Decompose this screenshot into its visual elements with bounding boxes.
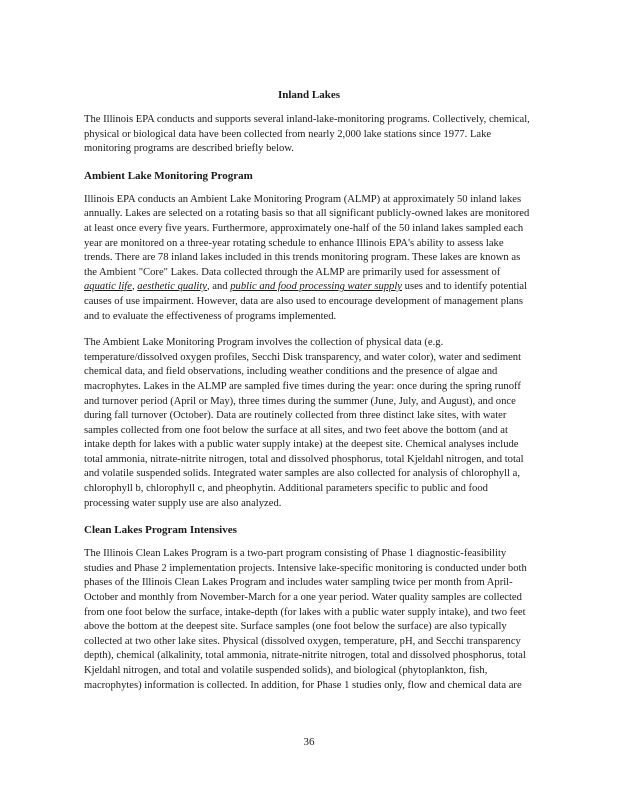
separator-1: ,: [131, 281, 138, 293]
aquatic-life-link[interactable]: aquatic life: [84, 281, 132, 293]
intro-paragraph: The Illinois EPA conducts and supports several inland-lake-monitoring programs. Collectively, chemical, physical or biological data have been collected from nearly 2,000 lake stations since 1977. Lake monitoring programs are described briefly below.: [84, 114, 530, 155]
aesthetic-quality-link[interactable]: aesthetic quality: [137, 281, 207, 293]
clean-lakes-paragraph-1: The Illinois Clean Lakes Program is a two-part program consisting of Phase 1 diagnostic-feasibility studies and Phase 2 implementation projects. Intensive lake-specific monitoring is conducted under both phases of the Illinois Clean Lakes Program and includes water sampling twice per month from April-October and monthly from November-March for a one year period. Water quality samples are collected from one foot below the surface, intake-depth (for lakes with a public water supply intake), and two feet above the bottom at the deepest site. Surface samples (one foot below the surface) are also typically collected at two other lake sites. Physical (dissolved oxygen, temperature, pH, and Secchi transparency depth), chemical (alkalinity, total ammonia, nitrate-nitrite nitrogen, total and dissolved phosphorus, total Kjeldahl nitrogen, and total and volatile suspended solids), and biological (phytoplankton, fish, macrophytes) information is collected. In addition, for Phase 1 studies only, flow and chemical data are: [84, 548, 527, 691]
ambient-paragraph-1-text: Illinois EPA conducts an Ambient Lake Monitoring Program (ALMP) at approximately 50 inland lakes annually. Lakes are selected on a rotating basis so that all significant publicly-owned lakes are monitored at least once every five years. Furthermore, approximately one-half of the 50 inland lakes sampled each year are monitored on a three-year rotating schedule to enhance Illinois EPA's ability to assess lake trends. There are 78 inland lakes included in this trends monitoring program. These lakes are known as the Ambient "Core" Lakes. Data collected through the ALMP are primarily used for assessment of: [84, 193, 530, 278]
water-supply-link[interactable]: public and food processing water supply: [230, 281, 402, 293]
separator-2: , and: [207, 281, 231, 293]
section-heading-clean-lakes: Clean Lakes Program Intensives: [84, 524, 237, 537]
document-page: [84, 88, 534, 705]
section-heading-ambient-lake-monitoring: Ambient Lake Monitoring Program: [84, 169, 253, 182]
ambient-paragraph-1-continued: uses and to identify potential causes of use impairment. However, data are also used to encourage development of management plans and to evaluate the effectiveness of programs implemented.: [84, 281, 528, 322]
page-number: 36: [303, 736, 315, 748]
page-title: Inland Lakes: [277, 89, 341, 101]
ambient-paragraph-2: The Ambient Lake Monitoring Program involves the collection of physical data (e.g. temperature/dissolved oxygen profiles, Secchi Disk transparency, and water color), water and sediment chemical data, and field observations, including weather conditions and the presence of algae and macrophytes. Lakes in the ALMP are sampled five times during the year: once during the spring runoff and turnover period (April or May), three times during the summer (June, July, and August), and once during fall turnover (October). Data are routinely collected from three distinct lake sites, with water samples collected from one foot below the surface at all sites, and two feet above the bottom (and at intake depth for lakes with a public water supply intake) at the deepest site. Chemical analyses include total ammonia, nitrate-nitrite nitrogen, total and dissolved phosphorus, total Kjeldahl nitrogen, and total and volatile suspended solids. Integrated water samples are also collected for analysis of chlorophyll a, chlorophyll b, chlorophyll c, and pheophytin. Additional parameters specific to public and food processing water supply use are also analyzed.: [84, 337, 524, 509]
ambient-paragraph-1: [84, 193, 534, 324]
